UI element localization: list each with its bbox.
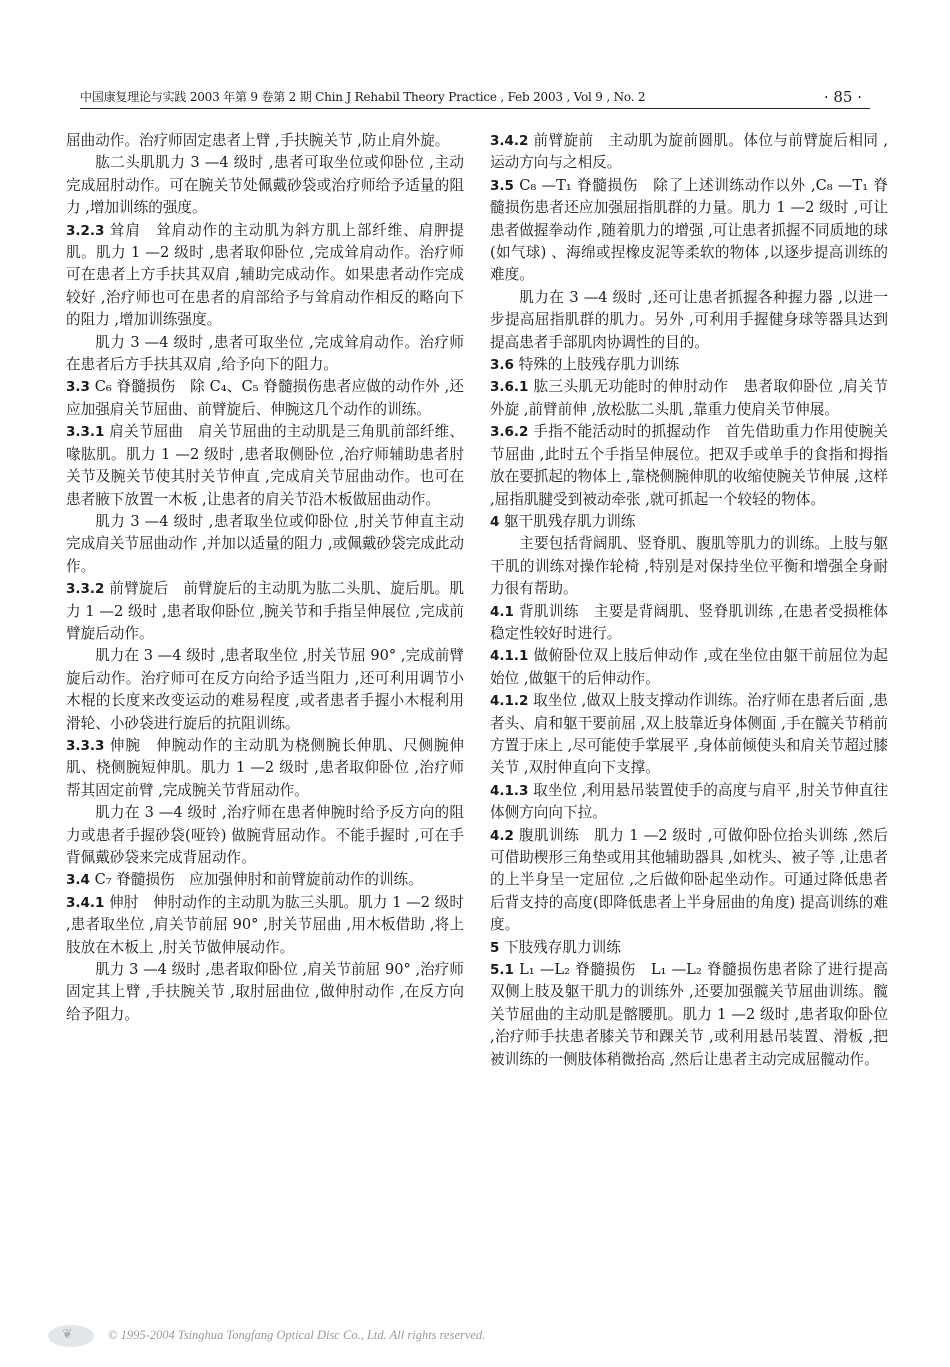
section-text: 耸肩 耸肩动作的主动肌为斜方肌上部纤维、肩胛提肌。肌力 1 —2 级时 ,患者取仰卧位 ,完成耸肩动作。治疗师可在患者上方手扶其双肩 ,辅助完成动作。如果患者动作完成较好 ,治疗师也可在患者的肩部给予与耸肩动作相反的略向下的阻力 ,增加训练强度。 [66, 221, 464, 329]
section-number: 3.2.3 [66, 222, 105, 239]
section-number: 3.5 [490, 177, 514, 194]
section-text: 腹肌训练 肌力 1 —2 级时 ,可做仰卧位抬头训练 ,然后可借助楔形三角垫或用其他辅助器具 ,如枕头、被子等 ,让患者的上半身呈一定屈位 ,之后做仰卧起坐动作。可通过降低患者后背支持的高度(即降低患者上半身屈曲的角度) 提高训练的难度。 [490, 826, 889, 934]
section-text: 背肌训练 主要是背阔肌、竖脊肌训练 ,在患者受损椎体稳定性较好时进行。 [490, 602, 889, 642]
section-text: 躯干肌残存肌力训练 [504, 512, 636, 530]
publisher-logo-icon: ❦ [48, 1325, 94, 1347]
section-number: 5 [490, 939, 500, 956]
body-paragraph: 肌力在 3 —4 级时 ,患者取坐位 ,肘关节屈 90° ,完成前臂旋后动作。治疗师可在反方向给予适当阻力 ,还可利用调节小木棍的长度来改变运动的难易程度 ,或者患者手握小木棍利用滑轮、小砂袋进行旋后的抗阻训练。 [66, 647, 464, 732]
section-number: 5.1 [490, 962, 514, 979]
section-paragraph [490, 937, 888, 959]
body-paragraph: 肌力 3 —4 级时 ,患者取仰卧位 ,肩关节前屈 90° ,治疗师固定其上臂 ,手扶腕关节 ,取肘屈曲位 ,做伸肘动作 ,在反方向给予阻力。 [66, 961, 464, 1023]
journal-citation: 中国康复理论与实践 2003 年第 9 卷第 2 期 Chin J Rehabil Theory Practice , Feb 2003 , Vol 9 , No. 2 [80, 90, 646, 104]
section-paragraph [66, 892, 464, 959]
section-paragraph [490, 645, 888, 690]
section-paragraph [490, 690, 888, 780]
section-number: 3.3.1 [66, 424, 105, 441]
section-paragraph [66, 869, 464, 891]
section-text: 下肢残存肌力训练 [504, 938, 621, 956]
section-paragraph [490, 376, 888, 421]
page-number: · 85 · [823, 88, 862, 106]
section-number: 4.1.3 [490, 782, 529, 799]
section-number: 4 [490, 513, 500, 530]
section-text: 做俯卧位双上肢后伸动作 ,或在坐位由躯干前屈位为起始位 ,做躯干的后伸动作。 [490, 647, 889, 687]
section-paragraph [66, 220, 464, 332]
section-number: 3.3.3 [66, 737, 105, 754]
section-paragraph [490, 130, 888, 175]
body-paragraph: 肌力在 3 —4 级时 ,治疗师在患者伸腕时给予反方向的阻力或患者手握砂袋(哑铃) 做腕背屈动作。不能手握时 ,可在手背佩戴砂袋来完成背屈动作。 [66, 804, 464, 866]
section-paragraph [490, 601, 888, 646]
section-paragraph [66, 421, 464, 511]
section-paragraph [66, 735, 464, 802]
section-text: 取坐位 ,利用悬吊装置使手的高度与肩平 ,肘关节伸直往体侧方向向下拉。 [490, 781, 889, 822]
section-text: C₇ 脊髓损伤 应加强伸肘和前臂旋前动作的训练。 [94, 871, 423, 889]
body-paragraph: 肱二头肌肌力 3 —4 级时 ,患者可取坐位或仰卧位 ,主动完成屈肘动作。可在腕关节处佩戴砂袋或治疗师给予适量的阻力 ,增加训练的强度。 [66, 154, 464, 217]
section-text: 肱三头肌无功能时的伸肘动作 患者取仰卧位 ,肩关节外旋 ,前臂前伸 ,放松肱二头肌 ,靠重力使肩关节伸展。 [490, 378, 889, 418]
section-paragraph [490, 175, 888, 287]
continued-paragraph: 屈曲动作。治疗师固定患者上臂 ,手扶腕关节 ,防止肩外旋。 [66, 132, 450, 149]
section-number: 3.3 [66, 379, 90, 396]
section-number: 4.1.1 [490, 648, 529, 665]
section-text: 手指不能活动时的抓握动作 首先借助重力作用使腕关节屈曲 ,此时五个手指呈伸展位。把双手或单手的食指和拇指放在要抓起的物体上 ,靠桡侧腕伸肌的收缩使腕关节伸展 ,这样 ,屈指肌腱受到被动牵张 ,就可抓起一个较轻的物体。 [490, 423, 888, 508]
section-text: 伸肘 伸肘动作的主动肌为肱三头肌。肌力 1 —2 级时 ,患者取坐位 ,肩关节前屈 90° ,肘关节屈曲 ,用木板借助 ,将上肢放在木板上 ,肘关节做伸展动作。 [66, 893, 464, 956]
section-number: 3.6.2 [490, 424, 529, 441]
section-number: 3.4.1 [66, 894, 105, 911]
section-paragraph [66, 578, 464, 645]
section-paragraph [66, 376, 464, 421]
section-number: 3.6 [490, 357, 514, 374]
section-text: 取坐位 ,做双上肢支撑动作训练。治疗师在患者后面 ,患者头、肩和躯干要前屈 ,双上肢靠近身体侧面 ,手在髋关节稍前方置于床上 ,尽可能使手掌展平 ,身体前倾使头和肩关节超过膝关节 ,双肘伸直向下支撑。 [490, 692, 889, 777]
footer [30, 1322, 930, 1352]
running-header [80, 86, 870, 109]
section-number: 3.4 [66, 872, 90, 889]
copyright-notice: © 1995-2004 Tsinghua Tongfang Optical Disc Co., Ltd. All rights reserved. [108, 1328, 486, 1342]
section-number: 4.1 [490, 603, 514, 620]
section-text: C₆ 脊髓损伤 除 C₄、C₅ 脊髓损伤患者应做的动作外 ,还应加强肩关节屈曲、前臂旋后、伸腕这几个动作的训练。 [66, 378, 465, 418]
section-paragraph [490, 511, 888, 533]
right-column [490, 130, 888, 1071]
section-text: 特殊的上肢残存肌力训练 [518, 356, 680, 374]
section-paragraph [490, 421, 888, 511]
body-paragraph: 肌力 3 —4 级时 ,患者可取坐位 ,完成耸肩动作。治疗师在患者后方手扶其双肩 ,给予向下的阻力。 [66, 333, 464, 374]
section-paragraph [490, 780, 888, 825]
section-text: L₁ —L₂ 脊髓损伤 L₁ —L₂ 脊髓损伤患者除了进行提高双侧上肢及躯干肌力的训练外 ,还要加强髋关节屈曲训练。髋关节屈曲的主动肌是髂腰肌。肌力 1 —2 级时 ,患者取仰卧位 ,治疗师手扶患者膝关节和踝关节 ,或利用悬吊装置、滑板 ,把被训练的一侧肢体稍微抬高 ,然后让患者主动完成屈髋动作。 [490, 961, 888, 1068]
section-number: 3.4.2 [490, 133, 529, 149]
section-text: 伸腕 伸腕动作的主动肌为桡侧腕长伸肌、尺侧腕伸肌、桡侧腕短伸肌。肌力 1 —2 级时 ,患者取仰卧位 ,治疗师帮其固定前臂 ,完成腕关节背屈动作。 [66, 736, 464, 799]
body-paragraph: 肌力在 3 —4 级时 ,还可让患者抓握各种握力器 ,以进一步提高屈指肌群的肌力。另外 ,可利用手握健身球等器具达到提高患者手部肌肉协调性的目的。 [490, 288, 888, 351]
section-paragraph [490, 354, 888, 376]
section-text: 肩关节屈曲 肩关节屈曲的主动肌是三角肌前部纤维、喙肱肌。肌力 1 —2 级时 ,患者取侧卧位 ,治疗师辅助患者肘关节及腕关节使其肘关节伸直 ,完成肩关节屈曲动作。也可在患者腋下放置一木板 ,让患者的肩关节沿木板做屈曲动作。 [66, 423, 464, 508]
section-paragraph [490, 959, 888, 1071]
section-text: 前臂旋前 主动肌为旋前圆肌。体位与前臂旋后相同 ,运动方向与之相反。 [490, 132, 889, 172]
section-text: 前臂旋后 前臂旋后的主动肌为肱二头肌、旋后肌。肌力 1 —2 级时 ,患者取仰卧位 ,腕关节和手指呈伸展位 ,完成前臂旋后动作。 [66, 580, 464, 642]
section-number: 4.1.2 [490, 693, 529, 710]
section-paragraph [490, 825, 888, 937]
left-column [66, 130, 464, 1026]
section-number: 3.6.1 [490, 379, 529, 396]
section-text: C₈ —T₁ 脊髓损伤 除了上述训练动作以外 ,C₈ —T₁ 脊髓损伤患者还应加强屈指肌群的力量。肌力 1 —2 级时 ,可让患者做握拳动作 ,随着肌力的增强 ,可让患者抓握不同质地的球(如气球) 、海绵或捏橡皮泥等柔软的物体 ,以逐步提高训练的难度。 [490, 176, 888, 284]
body-paragraph: 主要包括背阔肌、竖脊肌、腹肌等肌力的训练。上肢与躯干肌的训练对操作轮椅 ,特别是对保持坐位平衡和增强全身耐力很有帮助。 [490, 535, 888, 598]
body-paragraph: 肌力 3 —4 级时 ,患者取坐位或仰卧位 ,肘关节伸直主动完成肩关节屈曲动作 ,并加以适量的阻力 ,或佩戴砂袋完成此动作。 [66, 512, 464, 575]
section-number: 3.3.2 [66, 581, 105, 598]
section-number: 4.2 [490, 827, 514, 844]
